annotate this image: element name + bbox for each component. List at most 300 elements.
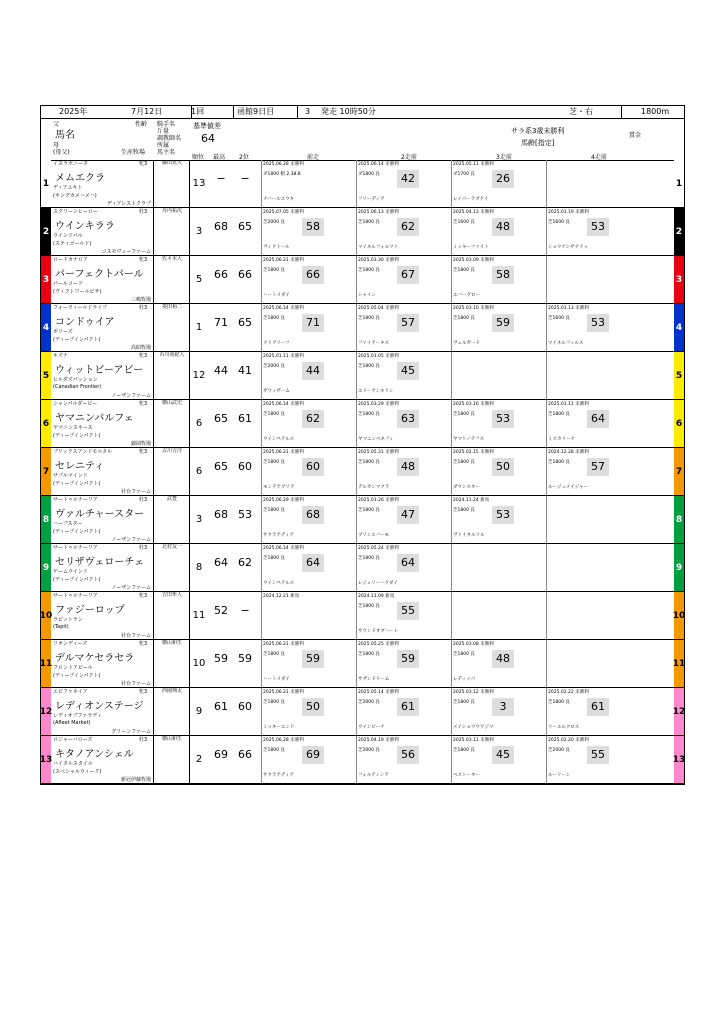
sire: エピファネイア <box>53 689 88 695</box>
dam-sire: (ディープインパクト) <box>53 529 101 535</box>
past-date: 2025.05.25 未勝利 <box>358 642 399 647</box>
farm: ディアレストクラブ <box>106 201 151 207</box>
rank: 12 <box>192 370 206 381</box>
post-number: 8 <box>41 496 51 543</box>
horse-name[interactable]: ヤマニンパルフェ <box>55 413 134 424</box>
dam-sire: (スティゴールド) <box>53 241 92 247</box>
dam: フロントアピール <box>53 665 93 671</box>
jockey-name: 佐々木大 <box>161 256 182 262</box>
label-affil: 所属 <box>157 142 170 149</box>
post-number: 11 <box>41 640 51 687</box>
post-number-right: 6 <box>674 400 684 447</box>
horse-info <box>51 736 190 783</box>
sex-age: 牝3 <box>139 401 148 407</box>
col-prev4: 4走前 <box>591 154 607 161</box>
past-race <box>546 496 639 543</box>
jockey-box <box>153 496 190 543</box>
past-winner: ファイアーキス <box>358 341 390 346</box>
past-date: 2025.06.28 未勝利 <box>263 162 304 167</box>
horse-info <box>51 256 190 303</box>
past-date: 2025.03.30 未勝利 <box>358 258 399 263</box>
past-info: 芝2000 良 <box>548 748 570 753</box>
past-winner: ナバールユウキ <box>263 197 295 202</box>
post-number-right: 3 <box>674 256 684 303</box>
column-header <box>41 118 684 161</box>
rank: 9 <box>195 706 203 717</box>
past-score: 48 <box>397 458 419 476</box>
best-score: 59 <box>214 652 228 665</box>
past-score: 26 <box>492 170 514 188</box>
horse-name[interactable]: レディオンステージ <box>55 701 144 712</box>
rank: 1 <box>195 322 203 333</box>
kai: 1回 <box>191 107 205 116</box>
past-winner: ザウィザーム <box>263 389 290 394</box>
past-date: 2025.06.14 未勝利 <box>358 162 399 167</box>
label-farm: 生産牧場 <box>121 149 146 156</box>
past-race <box>546 448 639 495</box>
jockey-name: 吉田隼人 <box>161 592 182 598</box>
past-race <box>451 352 547 399</box>
horse-info <box>51 208 190 255</box>
past-info: 芝1800 良 <box>453 508 475 513</box>
sex-age: 牝3 <box>139 353 148 359</box>
past-info: ダ1800 稍 2.38.8 <box>263 172 301 177</box>
past-race <box>356 208 452 255</box>
past-race <box>356 736 452 783</box>
rank: 10 <box>192 658 206 669</box>
rank: 13 <box>192 178 206 189</box>
past-date: 2025.01.13 未勝利 <box>548 306 589 311</box>
sex-age: 牝3 <box>139 257 148 263</box>
best-score: 66 <box>214 268 228 281</box>
dam: ディアユキト <box>53 185 83 191</box>
past-info: 芝2000 良 <box>263 220 285 225</box>
past-date: 2025.06.13 未勝利 <box>358 210 399 215</box>
jockey-box <box>153 640 190 687</box>
past-score <box>492 554 514 572</box>
past-info: 芝1800 良 <box>453 412 475 417</box>
past-race <box>546 304 639 351</box>
past-winner: サザンドリーム <box>358 677 390 682</box>
past-race <box>546 640 639 687</box>
farm: コスモヴューファーム <box>101 249 151 255</box>
past-race <box>546 208 639 255</box>
past-winner: フリーディア <box>358 197 385 202</box>
post-number: 12 <box>41 688 51 735</box>
past-date: 2025.06.14 未勝利 <box>263 402 304 407</box>
post-number: 7 <box>41 448 51 495</box>
past-score: 47 <box>397 506 419 524</box>
label-damsire: (母父) <box>53 149 70 156</box>
past-info: 芝1600 良 <box>453 220 475 225</box>
past-score <box>302 170 324 188</box>
past-date: 2025.03.11 未勝利 <box>453 738 494 743</box>
past-race <box>451 544 547 591</box>
past-race <box>451 688 547 735</box>
horse-info <box>51 160 190 207</box>
sire: サートゥルナーリア <box>53 593 98 599</box>
past-race <box>261 400 357 447</box>
past-info: 芝1800 良 <box>548 460 570 465</box>
dam: ヤマニンスキース <box>53 425 93 431</box>
past-score <box>302 602 324 620</box>
horse-row <box>41 352 684 400</box>
past-info: 芝1800 良 <box>358 460 380 465</box>
post-number-right: 1 <box>674 160 684 207</box>
past-info: 芝1800 良 <box>263 460 285 465</box>
past-winner: ショウナンザナドゥ <box>548 245 589 250</box>
past-info: 芝1800 良 <box>263 508 285 513</box>
past-race <box>356 160 452 207</box>
col-best: 最高 <box>213 154 226 161</box>
past-date: 2025.03.29 未勝利 <box>358 402 399 407</box>
past-winner: マイネルフォルツァ <box>358 245 399 250</box>
past-race <box>261 592 357 639</box>
sex-age: 牝3 <box>139 593 148 599</box>
label-name: 馬名 <box>55 130 75 141</box>
second-score: − <box>240 604 250 617</box>
dam-sire: (Canadian Frontier) <box>53 384 102 390</box>
jockey-box <box>153 688 190 735</box>
past-winner: ダウシスター <box>453 485 480 490</box>
past-date: 2025.06.14 未勝利 <box>263 306 304 311</box>
past-info: 芝1800 良 <box>453 460 475 465</box>
past-race <box>356 256 452 303</box>
farm: 社台ファーム <box>121 633 151 639</box>
past-race <box>261 352 357 399</box>
past-race <box>261 640 357 687</box>
past-score <box>587 170 609 188</box>
past-info: 芝1800 良 <box>453 700 475 705</box>
past-score: 64 <box>397 554 419 572</box>
race-name: サラ系3歳未勝利 <box>511 127 565 135</box>
dam-sire: (ディープインパクト) <box>53 481 101 487</box>
horse-info <box>51 544 190 591</box>
past-winner: ベストーター <box>453 773 480 778</box>
best-score: 44 <box>214 364 228 377</box>
past-winner: ヴァイタルソル <box>453 533 485 538</box>
jockey-name: 菱田裕二 <box>161 304 182 310</box>
past-date: 2025.01.11 未勝利 <box>263 354 304 359</box>
past-score: 50 <box>302 698 324 716</box>
past-race <box>356 496 452 543</box>
farm: 錦岡牧場 <box>130 441 151 447</box>
past-date: 2025.02.20 未勝利 <box>548 738 589 743</box>
dam: レディオブファラディ <box>53 713 102 719</box>
past-race <box>451 736 547 783</box>
past-score: 63 <box>397 410 419 428</box>
post-number-right: 9 <box>674 544 684 591</box>
label-sire: 父 <box>53 121 60 128</box>
past-race <box>546 352 639 399</box>
jockey-name: 北村友一 <box>161 544 182 550</box>
race-sheet <box>40 105 685 785</box>
col-prev1: 前走 <box>307 154 320 161</box>
past-score: 53 <box>492 410 514 428</box>
past-race <box>546 160 639 207</box>
jockey-name: 横山武史 <box>161 400 182 406</box>
past-race <box>451 208 547 255</box>
post-number: 9 <box>41 544 51 591</box>
jockey-box <box>153 736 190 783</box>
past-race <box>451 400 547 447</box>
horse-info <box>51 352 190 399</box>
past-race <box>546 592 639 639</box>
past-race <box>356 544 452 591</box>
dam-sire: (スペシャルウィーク) <box>53 769 102 775</box>
post-number-right: 12 <box>674 688 684 735</box>
jockey-name: 藤田晃大 <box>161 160 182 166</box>
past-winner: エリーアンネリン <box>358 389 394 394</box>
sex-age: 牡3 <box>139 545 148 551</box>
post-number: 3 <box>41 256 51 303</box>
past-date: 2025.06.21 未勝利 <box>263 642 304 647</box>
past-winner: シャイン <box>358 293 376 298</box>
past-date: 2025.01.05 未勝利 <box>358 354 399 359</box>
horse-name[interactable]: デルマケセラセラ <box>55 653 135 664</box>
past-info: 芝2000 良 <box>263 364 285 369</box>
past-date: 2025.06.21 未勝利 <box>263 258 304 263</box>
col-prev3: 3走前 <box>496 154 512 161</box>
horse-info <box>51 592 190 639</box>
best-score: 68 <box>214 508 228 521</box>
past-info: 芝1800 良 <box>358 556 380 561</box>
post-number-right: 10 <box>674 592 684 639</box>
jockey-box <box>153 256 190 303</box>
past-date: 2025.03.09 未勝利 <box>453 258 494 263</box>
dam: ポリーズ <box>53 329 73 335</box>
horse-row <box>41 208 684 256</box>
label-owner: 馬主名 <box>157 149 176 156</box>
past-score: 60 <box>302 458 324 476</box>
jockey-name: 西園翔太 <box>161 688 182 694</box>
past-score <box>587 602 609 620</box>
past-info: ダ1800 良 <box>358 172 380 177</box>
jockey-name: 横山和生 <box>161 736 182 742</box>
past-winner: フォルティシア <box>358 773 389 778</box>
sire: イスラボニータ <box>53 161 88 167</box>
sire: ロードカナロア <box>53 257 88 263</box>
past-score: 53 <box>587 218 609 236</box>
horse-name[interactable]: キタノアンシェル <box>55 749 134 760</box>
past-score: 64 <box>302 554 324 572</box>
past-score: 59 <box>397 650 419 668</box>
past-race <box>451 304 547 351</box>
sire: フォーウィールドライブ <box>53 305 108 311</box>
sex-age: 牡3 <box>139 497 148 503</box>
horse-name[interactable]: パーフェクトパール <box>55 269 144 280</box>
dam-sire: (ヴィクトワールピサ) <box>53 289 102 295</box>
post-number-right: 2 <box>674 208 684 255</box>
past-score <box>587 266 609 284</box>
label-trainer: 調教師名 <box>157 135 182 142</box>
second-score: 53 <box>238 508 252 521</box>
past-info: 芝1600 良 <box>548 316 570 321</box>
past-winner: サクラアディア <box>263 773 294 778</box>
past-info: 芝2000 良 <box>358 748 380 753</box>
past-winner: ミスカリーナ <box>548 437 575 442</box>
past-score: 62 <box>302 410 324 428</box>
past-score <box>587 554 609 572</box>
past-info: 芝1800 良 <box>358 364 380 369</box>
horse-name[interactable]: ウィットビーアビー <box>55 365 144 376</box>
venue: 函館9日目 <box>237 107 275 116</box>
horse-name[interactable]: ウインキララ <box>55 221 115 232</box>
best-score: 61 <box>214 700 228 713</box>
horse-info <box>51 448 190 495</box>
jockey-box <box>153 544 190 591</box>
second-score: 62 <box>238 556 252 569</box>
rank: 5 <box>195 274 203 285</box>
past-winner: モンテアグリア <box>263 485 295 490</box>
jockey-name: 石川裕紀人 <box>159 352 185 358</box>
past-race <box>356 688 452 735</box>
col-rank: 順位 <box>192 154 205 161</box>
past-race <box>451 496 547 543</box>
past-info: 芝1800 良 <box>453 268 475 273</box>
past-race <box>451 160 547 207</box>
dam: ヒルダズパッション <box>53 377 98 383</box>
past-score <box>587 506 609 524</box>
past-info: 芝1800 良 <box>263 748 285 753</box>
past-info: 芝1800 良 <box>358 268 380 273</box>
rank: 3 <box>195 514 203 525</box>
rank: 8 <box>195 562 203 573</box>
past-info: 芝1800 良 <box>453 748 475 753</box>
past-winner: クリアリーフ <box>263 341 290 346</box>
second-score: 61 <box>238 412 252 425</box>
rank: 6 <box>195 418 203 429</box>
horse-name[interactable]: コンドゥイア <box>55 317 115 328</box>
past-score: 45 <box>397 362 419 380</box>
sire: シャンパルダービー <box>53 401 98 407</box>
past-score: 67 <box>397 266 419 284</box>
past-race <box>356 640 452 687</box>
jockey-name: 古川吉洋 <box>161 448 182 454</box>
race-no: 3 <box>305 107 311 116</box>
past-score: 58 <box>492 266 514 284</box>
horse-row <box>41 304 684 352</box>
past-winner: レディッパ <box>453 677 476 682</box>
dam: ハーブスター <box>53 521 83 527</box>
past-score: 71 <box>302 314 324 332</box>
sire: ブリックスアンドモルタル <box>53 449 113 455</box>
past-date: 2025.05.14 未勝利 <box>358 690 399 695</box>
second-score: 41 <box>238 364 252 377</box>
horse-name[interactable]: ヴァルチャースター <box>55 509 145 520</box>
best-score: 64 <box>214 556 228 569</box>
col-second: 2位 <box>239 154 249 161</box>
past-winner: ルージュメイジャー <box>548 485 589 490</box>
second-score: 65 <box>238 220 252 233</box>
horse-row <box>41 400 684 448</box>
past-score: 50 <box>492 458 514 476</box>
past-race <box>261 448 357 495</box>
past-score: 61 <box>397 698 419 716</box>
past-winner: サウンドオブハート <box>358 629 398 634</box>
horse-row <box>41 448 684 496</box>
rank: 11 <box>192 610 206 621</box>
past-score: 53 <box>492 506 514 524</box>
past-info: 芝1800 良 <box>453 652 475 657</box>
past-race <box>546 400 639 447</box>
farm: ノーザンファーム <box>111 537 151 543</box>
sire: サートゥルナーリア <box>53 545 98 551</box>
past-winner: ハートメダイ <box>263 293 290 298</box>
past-date: 2024.12.28 未勝利 <box>548 450 589 455</box>
second-score: − <box>240 172 250 185</box>
dam: パールコード <box>53 281 83 287</box>
past-info: 芝1800 良 <box>548 700 570 705</box>
rank: 2 <box>195 754 203 765</box>
past-winner: デルカンマクラ <box>358 485 390 490</box>
jockey-name: 武豊 <box>166 496 177 502</box>
past-info: 芝1800 良 <box>263 412 285 417</box>
farm: 社台ファーム <box>121 681 151 687</box>
date: 7月12日 <box>131 107 163 116</box>
horse-name[interactable]: セレニティ <box>55 461 105 472</box>
past-info: 芝1600 良 <box>548 220 570 225</box>
post-number: 1 <box>41 160 51 207</box>
dam-sire: (キングカメハメハ) <box>53 193 97 199</box>
dam-sire: (Afleet Market) <box>53 720 91 726</box>
horse-name[interactable]: セリザヴェローチェ <box>55 557 145 568</box>
past-race <box>546 688 639 735</box>
post-number: 13 <box>41 736 51 783</box>
post-number-right: 13 <box>674 736 684 783</box>
dam-sire: (ディープインパクト) <box>53 337 101 343</box>
jockey-name: 丹内祐次 <box>161 208 182 214</box>
post-number-right: 7 <box>674 448 684 495</box>
second-score: 60 <box>238 700 252 713</box>
past-date: 2025.03.12 未勝利 <box>453 690 494 695</box>
farm: 社台ファーム <box>121 489 151 495</box>
past-race <box>261 688 357 735</box>
horse-row <box>41 496 684 544</box>
dam: ゲームウインド <box>53 569 88 575</box>
past-score: 68 <box>302 506 324 524</box>
farm: 新冠伊藤牧場 <box>120 777 151 783</box>
horse-info <box>51 640 190 687</box>
best-score: 65 <box>214 412 228 425</box>
best-score: 71 <box>214 316 228 329</box>
past-score <box>492 602 514 620</box>
jockey-box <box>153 592 190 639</box>
past-info: 芝1800 良 <box>358 220 380 225</box>
past-score: 61 <box>587 698 609 716</box>
past-date: 2025.06.21 未勝利 <box>263 450 304 455</box>
past-date: 2025.03.10 未勝利 <box>453 306 494 311</box>
past-info: 芝1800 良 <box>263 268 285 273</box>
past-info: 芝1800 良 <box>358 604 380 609</box>
post-number: 2 <box>41 208 51 255</box>
sex-age: 牝3 <box>139 161 148 167</box>
past-info: 芝1800 良 <box>358 652 380 657</box>
horse-name[interactable]: メムエクラ <box>55 173 105 184</box>
dam: ウインドパル <box>53 233 83 239</box>
best-score: 65 <box>214 460 228 473</box>
past-date: 2025.03.08 未勝利 <box>453 642 494 647</box>
past-date: 2025.06.21 未勝利 <box>263 690 304 695</box>
horse-name[interactable]: ファジーロップ <box>55 605 125 616</box>
second-score: 66 <box>238 268 252 281</box>
past-winner: ルーリーン <box>548 773 571 778</box>
dam: サプルマインド <box>53 473 88 479</box>
best-score: 68 <box>214 220 228 233</box>
dam-sire: (Tapit) <box>53 624 69 630</box>
second-score: 65 <box>238 316 252 329</box>
dam-sire: (ディープインパクト) <box>53 577 101 583</box>
